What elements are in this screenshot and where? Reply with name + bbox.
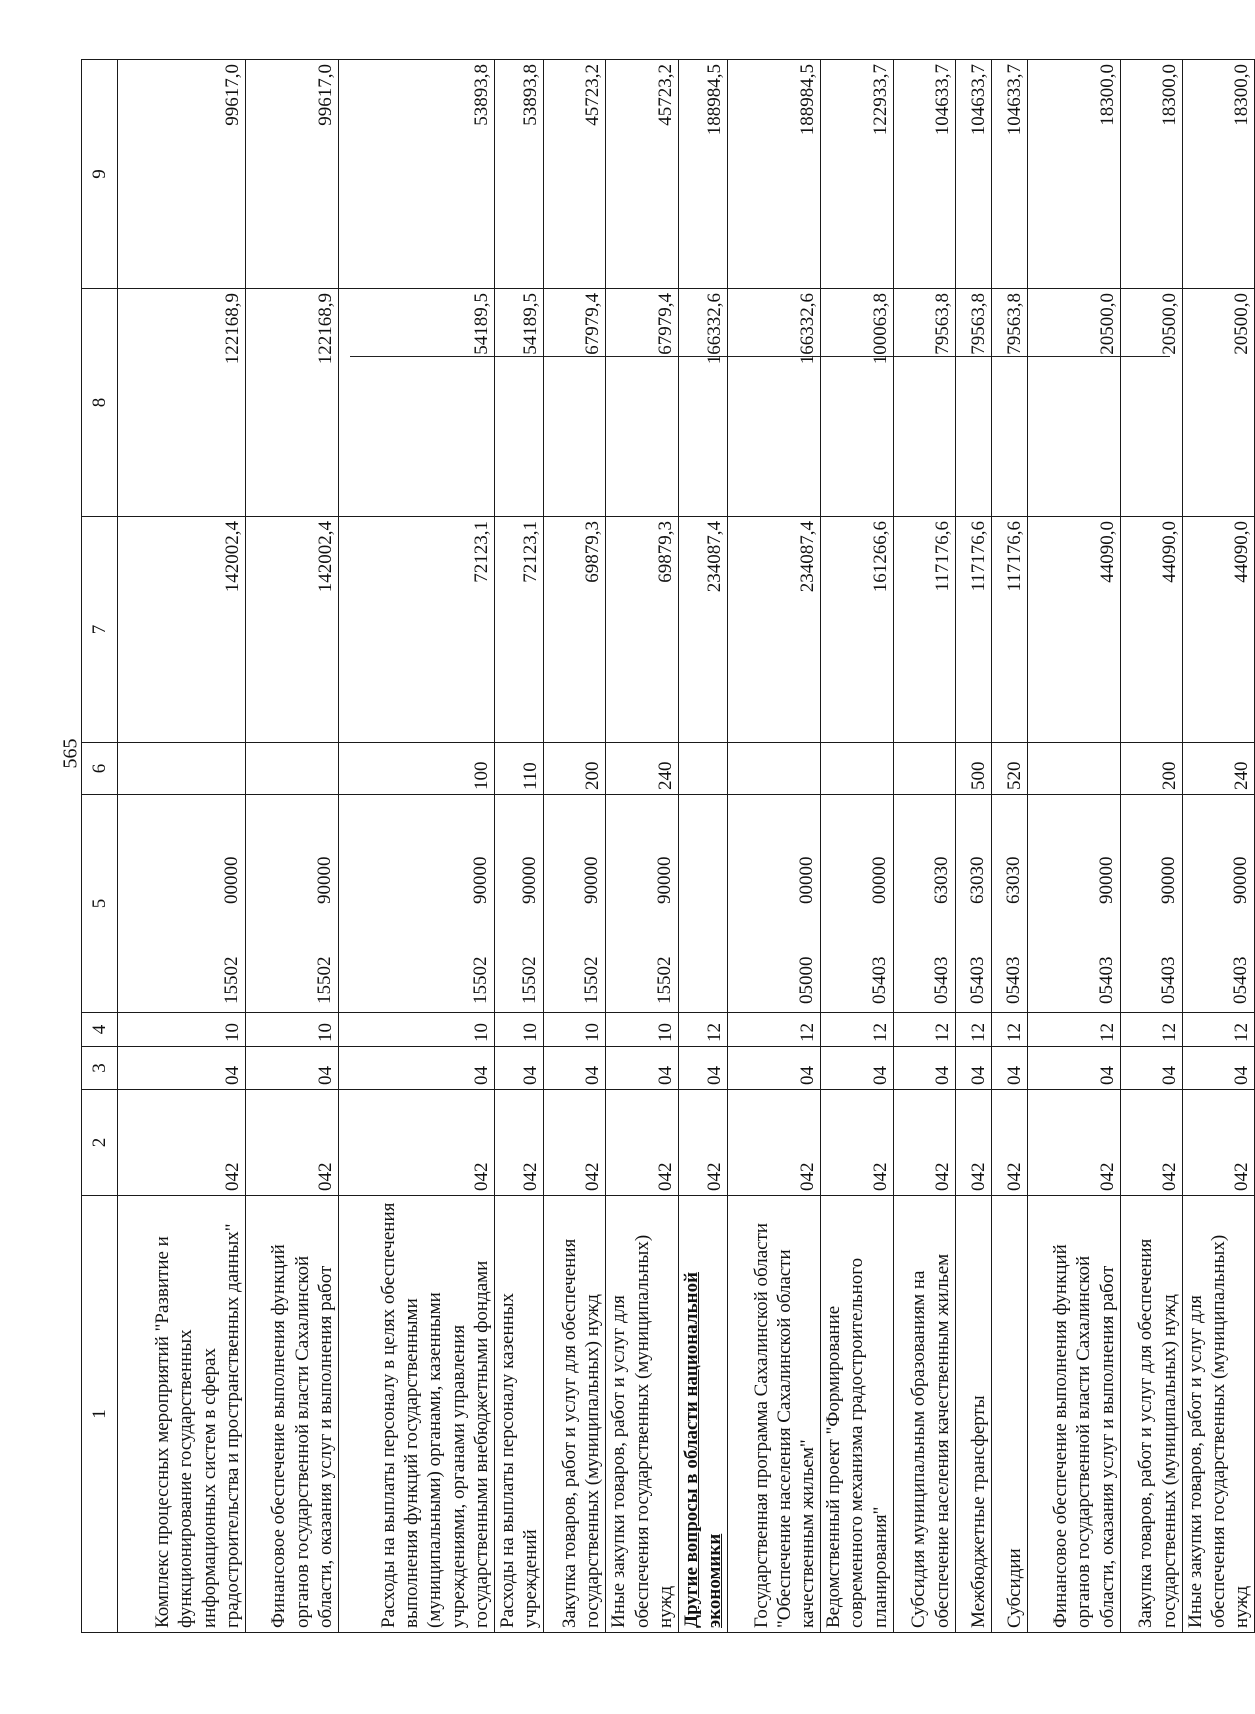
row-target-article-direction: 90000 xyxy=(313,856,335,904)
row-expense-type xyxy=(678,743,727,795)
table-row xyxy=(1027,60,1120,1633)
table-row xyxy=(893,60,955,1633)
header-col-1: 1 xyxy=(82,1196,118,1633)
row-amount-col7: 161266,6 xyxy=(821,517,894,743)
row-amount-col9: 122933,7 xyxy=(821,60,894,289)
row-admin-code: 042 xyxy=(893,1090,955,1196)
row-admin-code: 042 xyxy=(1120,1090,1182,1196)
header-col-2: 2 xyxy=(82,1090,118,1196)
row-description: Другие вопросы в области национальной экономики xyxy=(678,1196,727,1633)
row-amount-col8: 100063,8 xyxy=(821,289,894,517)
row-admin-code: 042 xyxy=(118,1090,246,1196)
row-amount-col9: 18300,0 xyxy=(1120,60,1182,289)
row-target-article xyxy=(821,795,894,1013)
row-expense-type xyxy=(893,743,955,795)
row-amount-col9: 45723,2 xyxy=(606,60,679,289)
row-admin-code: 042 xyxy=(1027,1090,1120,1196)
row-target-article-direction: 00000 xyxy=(220,856,242,904)
row-amount-col8: 79563,8 xyxy=(991,289,1027,517)
row-admin-code: 042 xyxy=(821,1090,894,1196)
row-description: Субсидия муниципальным образованиям на обеспечение населения качественным жильем xyxy=(893,1196,955,1633)
row-amount-col8: 67979,4 xyxy=(544,289,606,517)
row-amount-col8: 166332,6 xyxy=(728,289,821,517)
row-target-article-program: 15502 xyxy=(469,956,491,1004)
row-target-article-program: 05403 xyxy=(966,956,988,1004)
row-expense-type xyxy=(821,743,894,795)
row-description: Иные закупки товаров, работ и услуг для обеспечения государственных (муниципальных) нужд xyxy=(1182,1196,1255,1633)
table-row xyxy=(495,60,544,1633)
row-description: Закупка товаров, работ и услуг для обеспечения государственных (муниципальных) нужд xyxy=(544,1196,606,1633)
row-target-article xyxy=(728,795,821,1013)
row-subsection-code: 12 xyxy=(1027,1013,1120,1047)
row-target-article-program: 05000 xyxy=(796,956,818,1004)
row-amount-col8: 20500,0 xyxy=(1027,289,1120,517)
row-expense-type xyxy=(728,743,821,795)
row-admin-code: 042 xyxy=(606,1090,679,1196)
row-amount-col9: 104633,7 xyxy=(991,60,1027,289)
table-row xyxy=(821,60,894,1633)
row-target-article-program: 15502 xyxy=(220,956,242,1004)
row-amount-col9: 104633,7 xyxy=(955,60,991,289)
row-target-article-direction: 90000 xyxy=(519,856,541,904)
row-amount-col7: 234087,4 xyxy=(678,517,727,743)
row-target-article-direction: 63030 xyxy=(930,856,952,904)
row-target-article-program: 05403 xyxy=(1157,956,1179,1004)
row-section-code: 04 xyxy=(606,1047,679,1090)
row-amount-col7: 142002,4 xyxy=(118,517,246,743)
row-amount-col7: 142002,4 xyxy=(246,517,339,743)
row-target-article-direction: 90000 xyxy=(581,856,603,904)
row-section-code: 04 xyxy=(1120,1047,1182,1090)
row-subsection-code: 10 xyxy=(544,1013,606,1047)
row-target-article-direction: 90000 xyxy=(469,856,491,904)
row-expense-type: 240 xyxy=(1182,743,1255,795)
row-target-article-direction: 90000 xyxy=(1230,856,1252,904)
row-amount-col9: 53893,8 xyxy=(339,60,495,289)
row-amount-col8: 54189,5 xyxy=(339,289,495,517)
row-subsection-code: 12 xyxy=(1182,1013,1255,1047)
row-target-article xyxy=(678,795,727,1013)
table-row xyxy=(544,60,606,1633)
row-subsection-code: 10 xyxy=(495,1013,544,1047)
row-amount-col7: 72123,1 xyxy=(339,517,495,743)
row-amount-col9: 99617,0 xyxy=(118,60,246,289)
row-amount-col7: 44090,0 xyxy=(1027,517,1120,743)
row-section-code: 04 xyxy=(246,1047,339,1090)
header-col-5: 5 xyxy=(82,795,118,1013)
row-target-article-program: 05403 xyxy=(868,956,890,1004)
table-row xyxy=(606,60,679,1633)
row-expense-type xyxy=(118,743,246,795)
row-amount-col7: 117176,6 xyxy=(893,517,955,743)
row-section-code: 04 xyxy=(1027,1047,1120,1090)
row-description: Финансовое обеспечение выполнения функций органов государственной власти Сахалинской области, оказания услуг и выполнения работ xyxy=(1027,1196,1120,1633)
row-target-article-program: 15502 xyxy=(581,956,603,1004)
row-target-article-direction: 63030 xyxy=(966,856,988,904)
row-amount-col8: 122168,9 xyxy=(246,289,339,517)
row-subsection-code: 12 xyxy=(955,1013,991,1047)
row-amount-col9: 53893,8 xyxy=(495,60,544,289)
row-amount-col7: 234087,4 xyxy=(728,517,821,743)
row-amount-col8: 79563,8 xyxy=(893,289,955,517)
row-expense-type: 520 xyxy=(991,743,1027,795)
table-row xyxy=(991,60,1027,1633)
row-amount-col8: 54189,5 xyxy=(495,289,544,517)
budget-table xyxy=(81,59,1255,1633)
row-target-article-program: 05403 xyxy=(1002,956,1024,1004)
row-description: Финансовое обеспечение выполнения функций органов государственной власти Сахалинской области, оказания услуг и выполнения работ xyxy=(246,1196,339,1633)
row-subsection-code: 12 xyxy=(728,1013,821,1047)
row-subsection-code: 12 xyxy=(1120,1013,1182,1047)
table-row xyxy=(678,60,727,1633)
header-col-4: 4 xyxy=(82,1013,118,1047)
table-row xyxy=(118,60,246,1633)
row-subsection-code: 12 xyxy=(991,1013,1027,1047)
row-target-article-program: 15502 xyxy=(313,956,335,1004)
row-target-article-program: 05403 xyxy=(1095,956,1117,1004)
row-amount-col8: 20500,0 xyxy=(1120,289,1182,517)
row-admin-code: 042 xyxy=(955,1090,991,1196)
row-amount-col7: 72123,1 xyxy=(495,517,544,743)
row-admin-code: 042 xyxy=(495,1090,544,1196)
row-section-code: 04 xyxy=(728,1047,821,1090)
row-target-article xyxy=(1182,795,1255,1013)
row-target-article-direction: 90000 xyxy=(1157,856,1179,904)
row-section-code: 04 xyxy=(955,1047,991,1090)
row-admin-code: 042 xyxy=(728,1090,821,1196)
row-target-article-direction: 00000 xyxy=(796,856,818,904)
row-section-code: 04 xyxy=(544,1047,606,1090)
row-target-article xyxy=(246,795,339,1013)
row-description: Комплекс процессных мероприятий "Развитие и функционирование государственных информационных систем в сферах градостроительства и пространственных данных" xyxy=(118,1196,246,1633)
row-target-article xyxy=(339,795,495,1013)
row-target-article-program: 05403 xyxy=(1230,956,1252,1004)
row-subsection-code: 12 xyxy=(893,1013,955,1047)
table-row xyxy=(246,60,339,1633)
row-amount-col9: 99617,0 xyxy=(246,60,339,289)
table-row xyxy=(955,60,991,1633)
table-row xyxy=(1182,60,1255,1633)
row-section-code: 04 xyxy=(893,1047,955,1090)
row-amount-col7: 117176,6 xyxy=(955,517,991,743)
header-col-8: 8 xyxy=(82,289,118,517)
row-amount-col7: 44090,0 xyxy=(1120,517,1182,743)
row-admin-code: 042 xyxy=(1182,1090,1255,1196)
table-row xyxy=(728,60,821,1633)
row-amount-col8: 67979,4 xyxy=(606,289,679,517)
row-target-article xyxy=(544,795,606,1013)
row-target-article xyxy=(118,795,246,1013)
row-description: Ведомственный проект "Формирование современного механизма градостроительного планирования" xyxy=(821,1196,894,1633)
row-target-article xyxy=(606,795,679,1013)
row-target-article xyxy=(1027,795,1120,1013)
row-amount-col8: 166332,6 xyxy=(678,289,727,517)
row-target-article-program: 15502 xyxy=(519,956,541,1004)
rotated-page xyxy=(81,60,1253,1633)
row-expense-type xyxy=(246,743,339,795)
row-amount-col9: 18300,0 xyxy=(1182,60,1255,289)
row-description: Иные закупки товаров, работ и услуг для обеспечения государственных (муниципальных) нужд xyxy=(606,1196,679,1633)
row-target-article xyxy=(991,795,1027,1013)
row-admin-code: 042 xyxy=(991,1090,1027,1196)
row-expense-type: 200 xyxy=(544,743,606,795)
row-section-code: 04 xyxy=(118,1047,246,1090)
row-expense-type: 200 xyxy=(1120,743,1182,795)
row-admin-code: 042 xyxy=(544,1090,606,1196)
row-amount-col7: 117176,6 xyxy=(991,517,1027,743)
header-col-7: 7 xyxy=(82,517,118,743)
row-expense-type: 240 xyxy=(606,743,679,795)
row-section-code: 04 xyxy=(1182,1047,1255,1090)
header-col-3: 3 xyxy=(82,1047,118,1090)
row-subsection-code: 10 xyxy=(606,1013,679,1047)
row-subsection-code: 12 xyxy=(678,1013,727,1047)
row-expense-type xyxy=(1027,743,1120,795)
row-admin-code: 042 xyxy=(339,1090,495,1196)
row-description: Государственная программа Сахалинской области "Обеспечение населения Сахалинской области качественным жильем" xyxy=(728,1196,821,1633)
row-amount-col9: 45723,2 xyxy=(544,60,606,289)
row-section-code: 04 xyxy=(821,1047,894,1090)
row-target-article xyxy=(955,795,991,1013)
row-amount-col9: 104633,7 xyxy=(893,60,955,289)
row-description: Субсидии xyxy=(991,1196,1027,1633)
row-amount-col7: 69879,3 xyxy=(544,517,606,743)
row-admin-code: 042 xyxy=(678,1090,727,1196)
row-expense-type: 100 xyxy=(339,743,495,795)
row-description: Расходы на выплаты персоналу казенных учреждений xyxy=(495,1196,544,1633)
row-target-article-direction: 00000 xyxy=(868,856,890,904)
row-subsection-code: 10 xyxy=(339,1013,495,1047)
table-row xyxy=(1120,60,1182,1633)
row-target-article-program: 15502 xyxy=(653,956,675,1004)
row-description: Закупка товаров, работ и услуг для обеспечения государственных (муниципальных) нужд xyxy=(1120,1196,1182,1633)
page-number: 565 xyxy=(59,738,82,769)
row-target-article-direction: 63030 xyxy=(1002,856,1024,904)
table-row xyxy=(339,60,495,1633)
row-amount-col8: 122168,9 xyxy=(118,289,246,517)
row-target-article xyxy=(893,795,955,1013)
row-amount-col8: 79563,8 xyxy=(955,289,991,517)
row-subsection-code: 10 xyxy=(246,1013,339,1047)
row-target-article-program: 05403 xyxy=(930,956,952,1004)
row-amount-col9: 188984,5 xyxy=(678,60,727,289)
row-target-article-direction: 90000 xyxy=(1095,856,1117,904)
row-target-article xyxy=(495,795,544,1013)
table-header-row xyxy=(82,60,118,1633)
row-amount-col8: 20500,0 xyxy=(1182,289,1255,517)
row-subsection-code: 10 xyxy=(118,1013,246,1047)
row-admin-code: 042 xyxy=(246,1090,339,1196)
row-expense-type: 110 xyxy=(495,743,544,795)
row-section-code: 04 xyxy=(495,1047,544,1090)
header-col-9: 9 xyxy=(82,60,118,289)
row-description: Межбюджетные трансферты xyxy=(955,1196,991,1633)
row-amount-col7: 69879,3 xyxy=(606,517,679,743)
row-target-article-direction: 90000 xyxy=(653,856,675,904)
row-section-code: 04 xyxy=(678,1047,727,1090)
row-target-article xyxy=(1120,795,1182,1013)
row-section-code: 04 xyxy=(991,1047,1027,1090)
header-col-6: 6 xyxy=(82,743,118,795)
row-amount-col9: 188984,5 xyxy=(728,60,821,289)
row-section-code: 04 xyxy=(339,1047,495,1090)
row-subsection-code: 12 xyxy=(821,1013,894,1047)
row-description: Расходы на выплаты персоналу в целях обеспечения выполнения функций государственными (муниципальными) органами, казенными учреждениями, органами управления государственными внебюджетными фондами xyxy=(339,1196,495,1633)
row-expense-type: 500 xyxy=(955,743,991,795)
row-amount-col7: 44090,0 xyxy=(1182,517,1255,743)
row-amount-col9: 18300,0 xyxy=(1027,60,1120,289)
